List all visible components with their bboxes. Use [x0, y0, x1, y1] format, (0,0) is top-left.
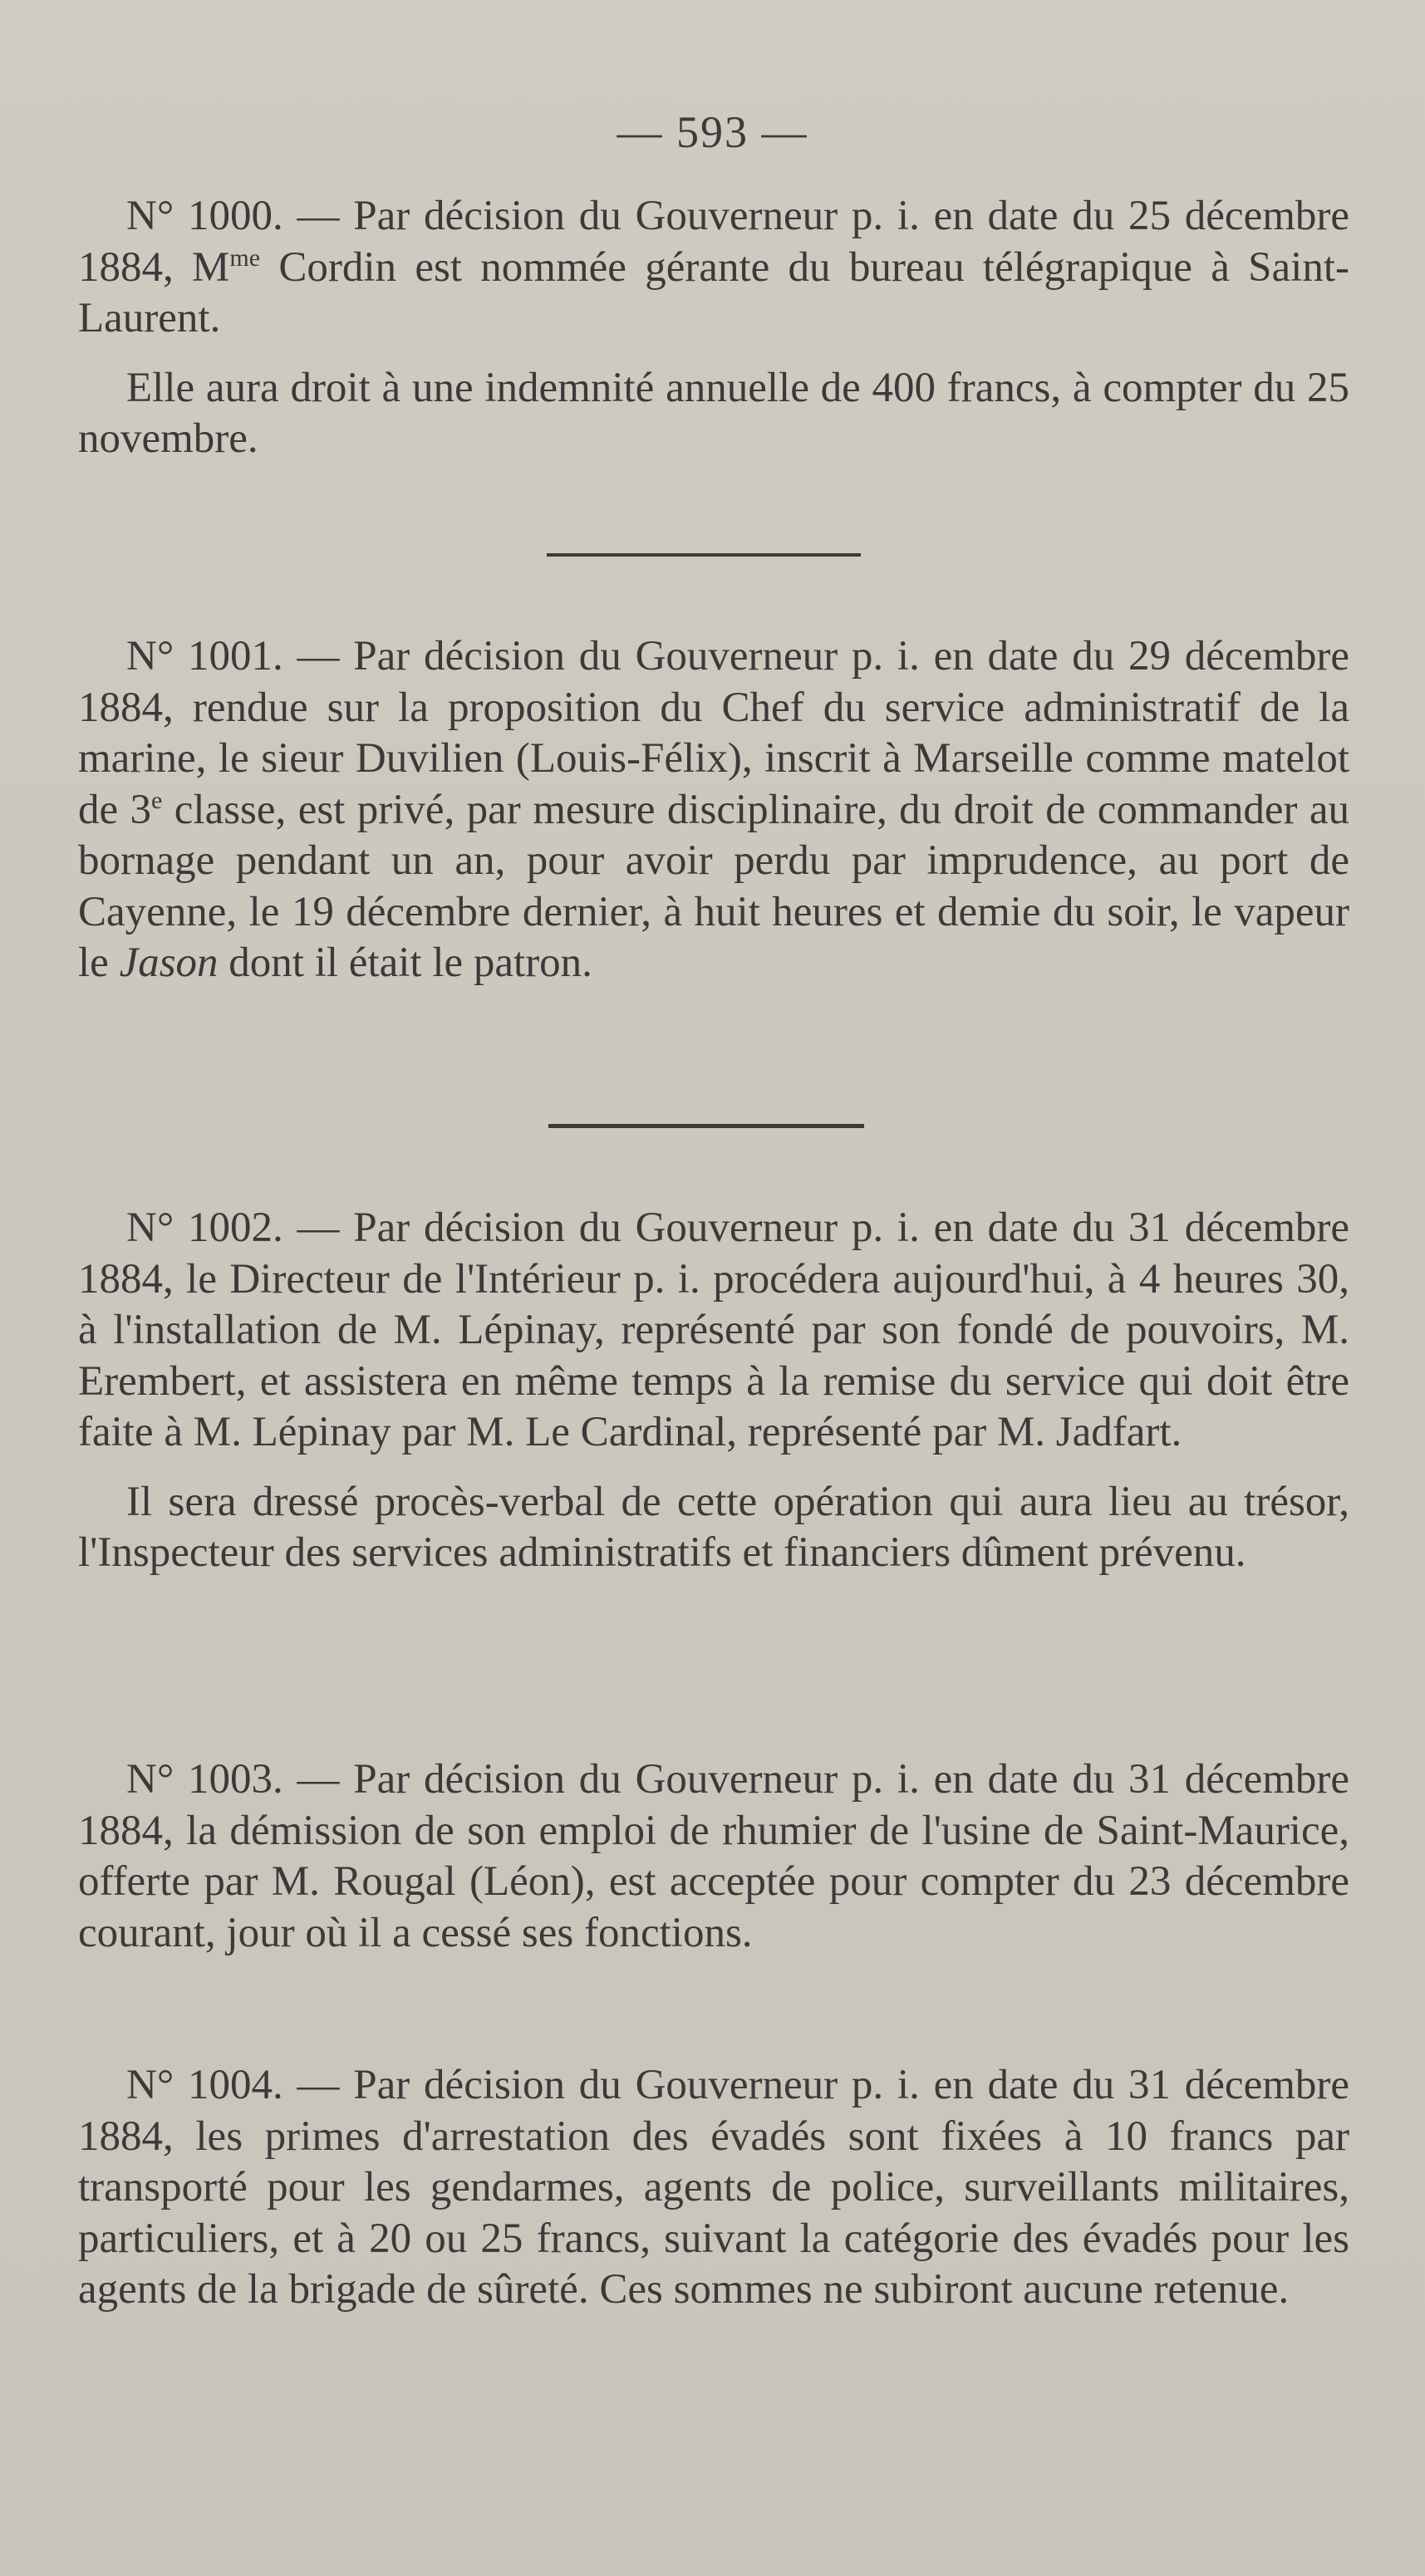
- decision-entry-1003: [78, 1754, 1349, 1959]
- superscript: e: [151, 786, 163, 814]
- decision-entry-1000: [78, 191, 1349, 465]
- decision-entry-1004: [78, 2060, 1349, 2316]
- entry-text: — Par décision du Gouverneur p. i. en date du 25 décembre 1884, M: [78, 193, 1349, 291]
- separator-rule: [548, 1124, 864, 1128]
- decision-entry-1001: [78, 631, 1349, 989]
- entry-paragraph: [78, 191, 1349, 345]
- separator-rule: [547, 553, 861, 557]
- entry-text: dont il était le patron.: [218, 940, 592, 986]
- entry-paragraph: [78, 2060, 1349, 2316]
- page-number: — 593 —: [617, 107, 808, 157]
- ship-name: Jason: [119, 940, 219, 986]
- decision-entry-1002: [78, 1203, 1349, 1579]
- entry-text: — Par décision du Gouverneur p. i. en date du 31 décembre 1884, les primes d'arrestation des évadés sont fixées à 10 francs par transporté pour les gendarmes, agents de police, surveillants militaires, particuliers, et à 20 ou 25 francs, suivant la catégorie des évadés pour les agents de la brigade de sûreté. Ces sommes ne subiront aucune retenue.: [78, 2062, 1349, 2313]
- superscript: me: [229, 243, 261, 272]
- entry-text: Cordin est nommée gérante du bureau télégrapique à Saint-Laurent.: [78, 243, 1349, 341]
- entry-number: N° 1002.: [126, 1205, 283, 1251]
- entry-text: — Par décision du Gouverneur p. i. en date du 29 décembre 1884, rendue sur la proposition du Chef du service administratif de la marine, le sieur Duvilien (Louis-Félix), inscrit à Marseille comme matelot de 3: [78, 633, 1349, 833]
- entry-paragraph: Il sera dressé procès-verbal de cette opération qui aura lieu au trésor, l'Inspecteur des services administratifs et financiers dûment prévenu.: [78, 1478, 1349, 1576]
- entry-text: classe, est privé, par mesure disciplinaire, du droit de commander au bornage pendant un an, pour avoir perdu par imprudence, au port de Cayenne, le 19 décembre dernier, à huit heures et demie du soir, le vapeur le: [78, 786, 1349, 986]
- entry-number: N° 1004.: [126, 2062, 283, 2108]
- entry-paragraph: [78, 1754, 1349, 1959]
- entry-paragraph: [78, 1203, 1349, 1459]
- entry-paragraph: [78, 631, 1349, 989]
- entry-text: — Par décision du Gouverneur p. i. en date du 31 décembre 1884, le Directeur de l'Intérieur p. i. procédera aujourd'hui, à 4 heures 30, à l'installation de M. Lépinay, représenté par son fondé de pouvoirs, M. Erembert, et assistera en même temps à la remise du service qui doit être faite à M. Lépinay par M. Le Cardinal, représenté par M. Jadfart.: [78, 1205, 1349, 1455]
- entry-text: — Par décision du Gouverneur p. i. en date du 31 décembre 1884, la démission de son emploi de rhumier de l'usine de Saint-Maurice, offerte par M. Rougal (Léon), est acceptée pour compter du 23 décembre courant, jour où il a cessé ses fonctions.: [78, 1756, 1349, 1956]
- entry-paragraph: Elle aura droit à une indemnité annuelle de 400 francs, à compter du 25 novembre.: [78, 364, 1349, 462]
- entry-number: N° 1003.: [126, 1756, 283, 1803]
- entry-number: N° 1001.: [126, 633, 283, 680]
- entry-number: N° 1000.: [126, 193, 283, 239]
